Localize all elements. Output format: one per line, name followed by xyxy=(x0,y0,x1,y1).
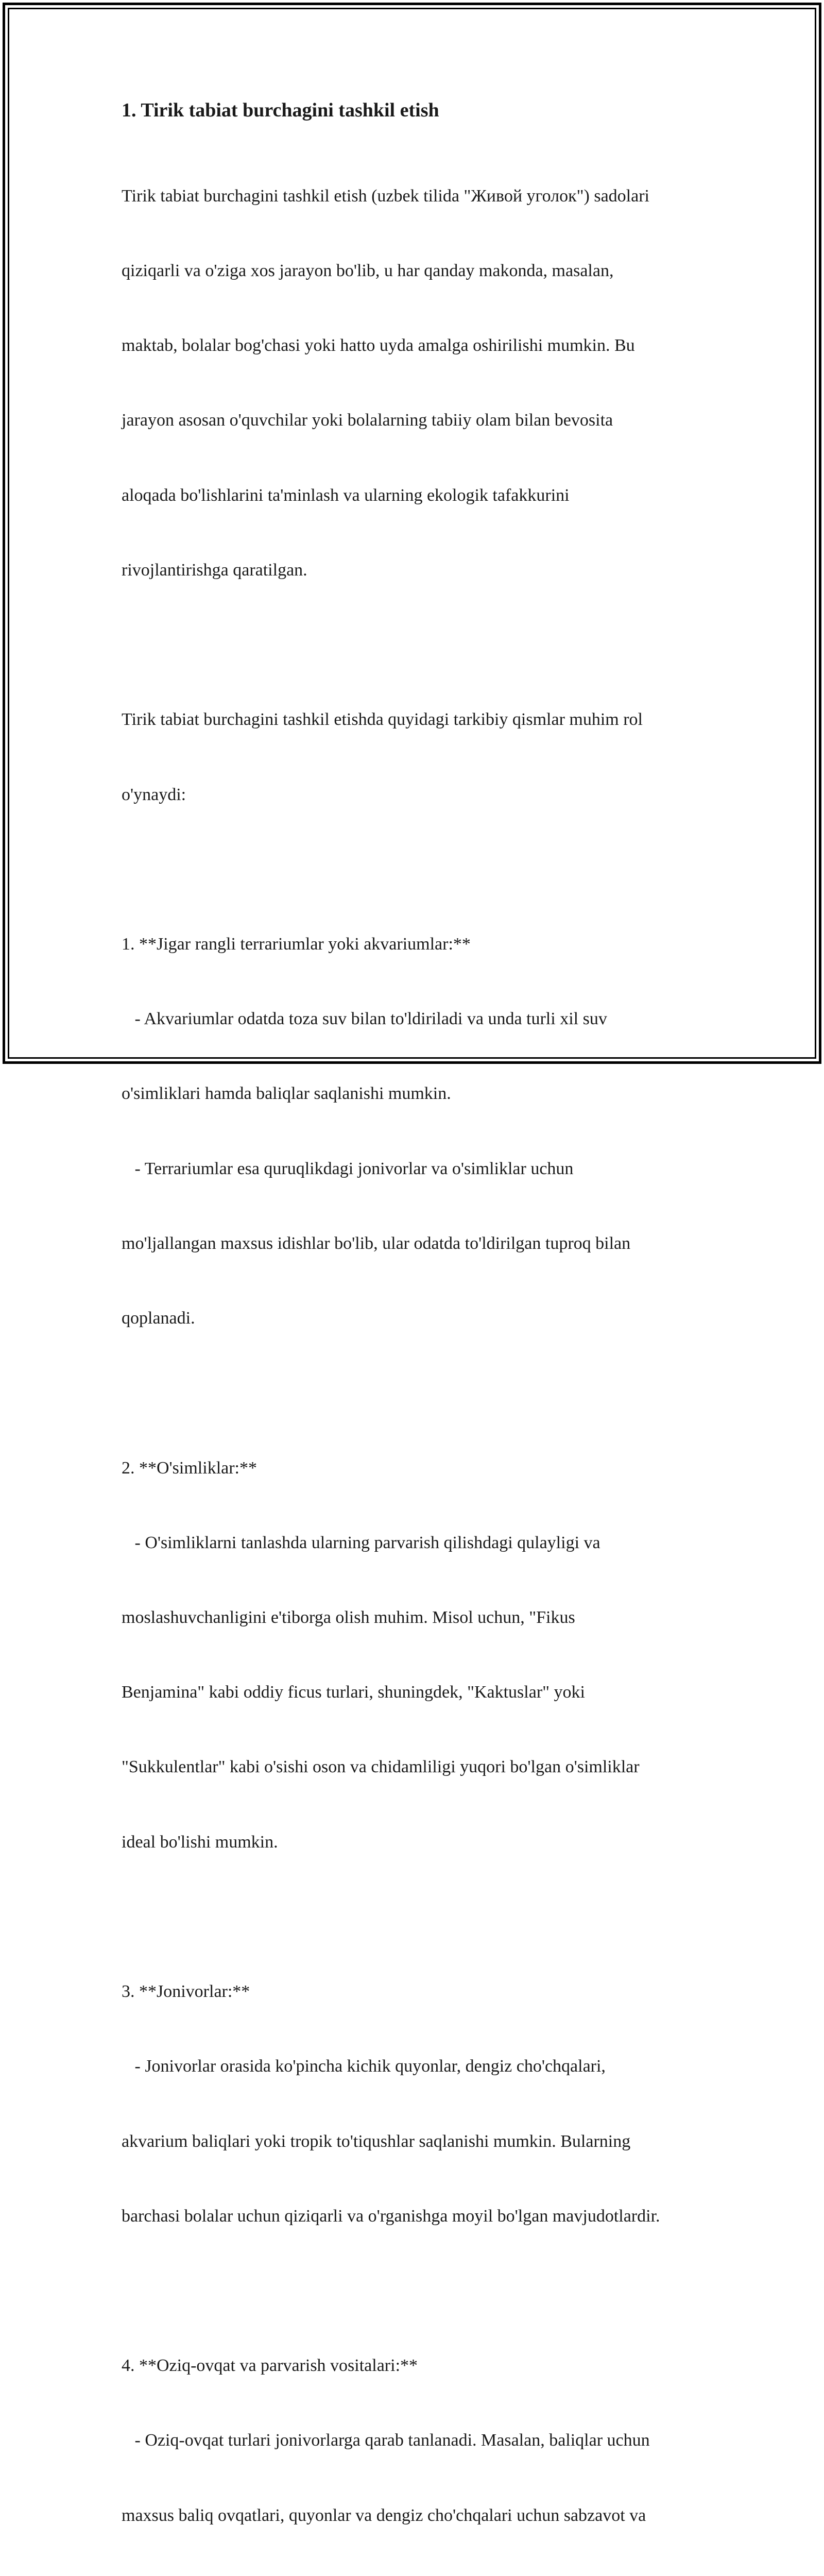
text-line: - Oziq-ovqat turlari jonivorlarga qarab tanlanadi. Masalan, baliqlar uchun xyxy=(122,2431,650,2450)
text-line: 2. **O'simliklar:** xyxy=(122,1458,258,1478)
text-line: mo'ljallangan maxsus idishlar bo'lib, ular odatda to'ldirilgan tuproq bilan xyxy=(122,1233,631,1253)
text-line: - Akvariumlar odatda toza suv bilan to'ldiriladi va unda turli xil suv xyxy=(122,1009,607,1029)
text-line xyxy=(122,1381,719,1405)
text-line: jarayon asosan o'quvchilar yoki bolalarning tabiiy olam bilan bevosita xyxy=(122,411,613,430)
text-line: - O'simliklarni tanlashda ularning parvarish qilishdagi qulayligi va xyxy=(122,1533,600,1552)
text-line: qiziqarli va o'ziga xos jarayon bo'lib, u har qanday makonda, masalan, xyxy=(122,261,614,281)
text-line: ideal bo'lishi mumkin. xyxy=(122,1832,278,1852)
text-line: "Sukkulentlar" kabi o'sishi oson va chidamliligi yuqori bo'lgan o'simliklar xyxy=(122,1757,640,1777)
text-line: maxsus baliq ovqatlari, quyonlar va dengiz cho'chqalari uchun sabzavot va xyxy=(122,2505,646,2525)
document-body xyxy=(122,98,719,2576)
text-line xyxy=(122,2279,719,2303)
text-line: - Jonivorlar orasida ko'pincha kichik quyonlar, dengiz cho'chqalari, xyxy=(122,2057,606,2076)
text-line: - Terrariumlar esa quruqlikdagi jonivorlar va o'simliklar uchun xyxy=(122,1159,574,1178)
text-line xyxy=(122,857,719,882)
text-line xyxy=(122,633,719,657)
text-line: akvarium baliqlari yoki tropik to'tiqushlar saqlanishi mumkin. Bularning xyxy=(122,2131,631,2151)
text-line xyxy=(122,1905,719,1929)
text-line: Tirik tabiat burchagini tashkil etish (uzbek tilida "Живой уголок") sadolari xyxy=(122,186,649,206)
text-line: maktab, bolalar bog'chasi yoki hatto uyda amalga oshirilishi mumkin. Bu xyxy=(122,336,635,355)
text-line: 4. **Oziq-ovqat va parvarish vositalari:** xyxy=(122,2356,418,2376)
text-line: rivojlantirishga qaratilgan. xyxy=(122,560,307,580)
text-line: Tirik tabiat burchagini tashkil etishda quyidagi tarkibiy qismlar muhim rol xyxy=(122,710,643,730)
text-line: 3. **Jonivorlar:** xyxy=(122,1982,250,2002)
text-line: 1. **Jigar rangli terrariumlar yoki akvariumlar:** xyxy=(122,935,471,954)
text-line: o'ynaydi: xyxy=(122,785,186,804)
text-line: Benjamina" kabi oddiy ficus turlari, shuningdek, "Kaktuslar" yoki xyxy=(122,1683,585,1702)
text-line: barchasi bolalar uchun qiziqarli va o'rganishga moyil bo'lgan mavjudotlardir. xyxy=(122,2206,660,2226)
document-heading: 1. Tirik tabiat burchagini tashkil etish xyxy=(122,99,439,121)
text-line: aloqada bo'lishlarini ta'minlash va ularning ekologik tafakkurini xyxy=(122,485,570,505)
text-line: qoplanadi. xyxy=(122,1309,195,1328)
text-line: moslashuvchanligini e'tiborga olish muhim. Misol uchun, "Fikus xyxy=(122,1607,575,1627)
text-line: o'simliklari hamda baliqlar saqlanishi mumkin. xyxy=(122,1084,451,1104)
document-text xyxy=(122,134,719,2576)
